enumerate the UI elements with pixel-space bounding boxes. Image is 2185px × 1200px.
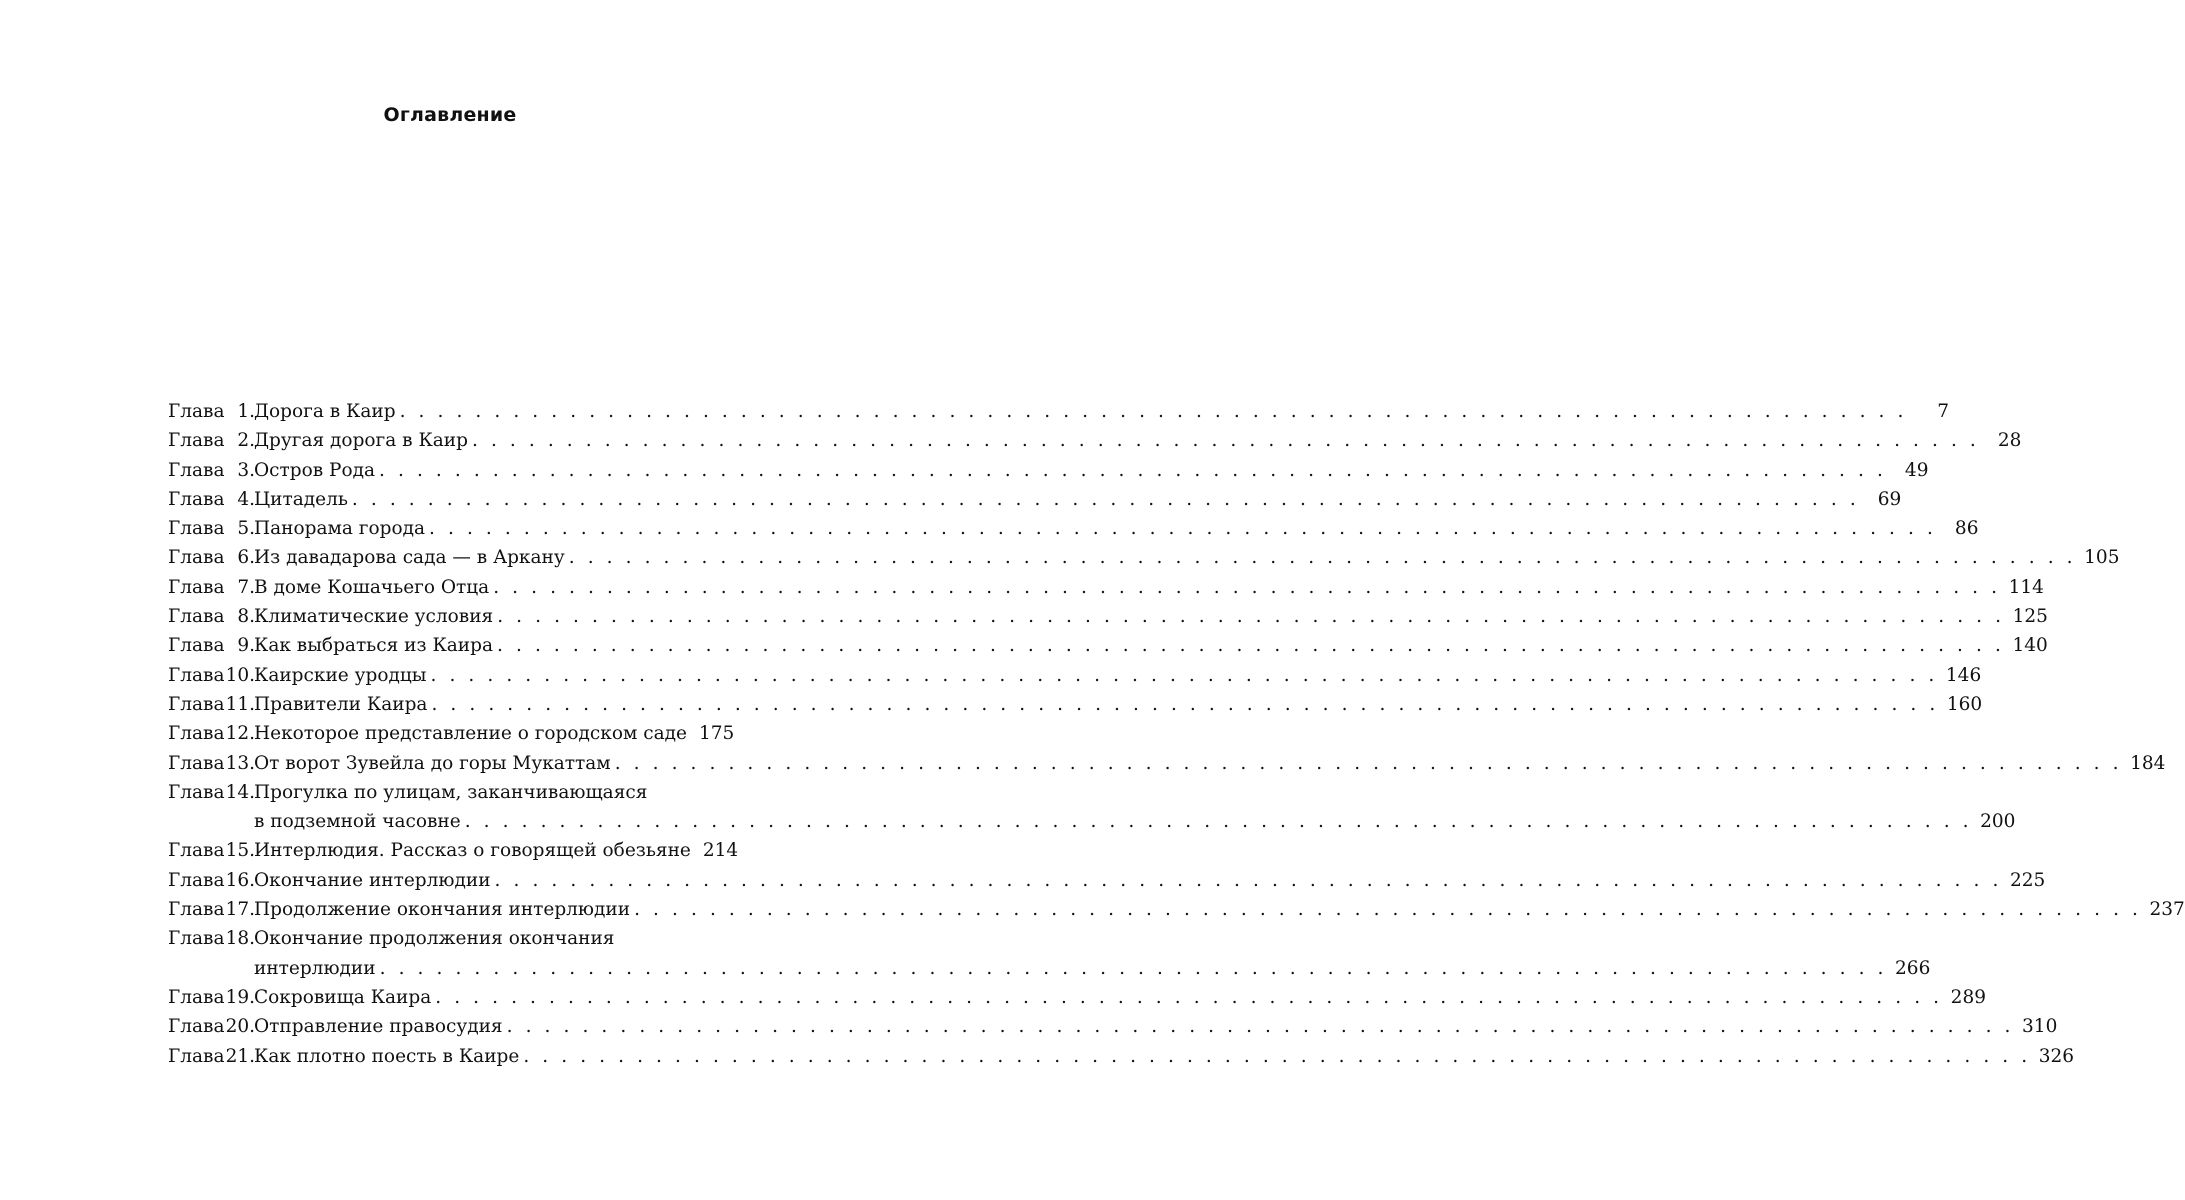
toc-entry [168,807,2016,836]
chapter-number: 8. [237,606,255,628]
chapter-number: 15. [225,840,255,862]
toc-entry [168,836,739,865]
dot-leader: . . . . . . . . . . . . . . . . . . . . . . . . . . . . . . . . . . . . . . . . . . . . . . . . . . . . . . . . . . . . . . . . . . . . . . . . . . . . . . . . [399,401,1907,422]
page-number: 289 [1950,986,1986,1008]
toc-entry [168,1012,2058,1041]
dot-leader: . . . . . . . . . . . . . . . . . . . . . . . . . . . . . . . . . . . . . . . . . . . . . . . . . . . . . . . . . . . . . . . . . . . . . . . . . . . . . . . . [634,899,2142,921]
chapter-title: Из давадарова сада — в Аркану [254,547,565,569]
chapter-title-continued: интерлюдии [254,957,376,979]
chapter-number: 17. [225,899,255,921]
chapter-label: Глава [168,781,225,803]
chapter-number: 7. [237,576,255,598]
dot-leader: . . . . . . . . . . . . . . . . . . . . . . . . . . . . . . . . . . . . . . . . . . . . . . . . . . . . . . . . . . . . . . . . . . . . . . . . . . . . . . . . [464,811,1973,833]
chapter-label: Глава [168,401,225,422]
chapter-label: Глава [168,430,225,452]
toc-entry [168,602,2048,631]
chapter-label: Глава [168,723,225,745]
chapter-number: 10. [225,664,255,686]
chapter-title: Интерлюдия. Рассказ о говорящей обезьяне [254,840,691,862]
chapter-label: Глава [168,518,225,540]
toc-entry [168,954,1931,983]
dot-leader: . . . . . . . . . . . . . . . . . . . . . . . . . . . . . . . . . . . . . . . . . . . . . . . . . . . . . . . . . . . . . . . . . . . . . . . . . . . . . . . . [379,459,1887,481]
page-number: 86 [1954,518,1979,540]
dot-leader: . . . . . . . . . . . . . . . . . . . . . . . . . . . . . . . . . . . . . . . . . . . . . . . . . . . . . . . . . . . . . . . . . . . . . . . . . . . . . . . . [471,430,1980,452]
toc-entry [168,1042,2075,1071]
chapter-number: 1. [237,401,255,422]
chapter-label: Глава [168,1045,225,1067]
toc-entry [168,397,1949,426]
dot-leader: . . . . . . . . . . . . . . . . . . . . . . . . . . . . . . . . . . . . . . . . . . . . . . . . . . . . . . . . . . . . . . . . . . . . . . . . . . . . . . . . [430,664,1938,686]
page-number: 214 [702,840,739,862]
toc-entry-first-line [168,778,733,807]
dot-leader: . . . . . . . . . . . . . . . . . . . . . . . . . . . . . . . . . . . . . . . . . . . . . . . . . . . . . . . . . . . . . . . . . . . . . . . . . . . . . . . . [379,957,1888,979]
chapter-label: Глава [168,664,225,686]
chapter-label: Глава [168,1016,225,1038]
toc-entry [168,485,1902,514]
page-number: 184 [2130,752,2166,774]
chapter-title: В доме Кошачьего Отца [254,576,490,598]
chapter-label: Глава [168,899,225,921]
toc-entry [168,456,1929,485]
chapter-title: Как выбраться из Каира [254,635,494,657]
chapter-label: Глава [168,693,225,715]
chapter-title: Климатические условия [254,606,494,628]
toc-entry [168,426,2022,455]
dot-leader: . . . . . . . . . . . . . . . . . . . . . . . . . . . . . . . . . . . . . . . . . . . . . . . . . . . . . . . . . . . . . . . . . . . . . . . . . . . . . . . . [614,752,2123,774]
chapter-title: Остров Рода [254,459,376,481]
page-number: 225 [2009,869,2046,891]
chapter-label: Глава [168,547,225,569]
chapter-number: 16. [225,869,255,891]
toc-entry [168,895,2185,924]
page-number: 237 [2149,899,2185,921]
toc-entry [168,514,1979,543]
chapter-label: Глава [168,459,225,481]
chapter-label: Глава [168,840,225,862]
chapter-title: Окончание интерлюдии [254,869,491,891]
page-number: 310 [2022,1016,2058,1038]
chapter-number: 13. [225,752,255,774]
page-number: 105 [2084,547,2120,569]
chapter-title: Каирские уродцы [254,664,427,686]
chapter-title: Правители Каира [254,693,428,715]
chapter-number: 12. [225,723,255,745]
chapter-label: Глава [168,752,225,774]
toc-entry [168,866,2046,895]
chapter-label: Глава [168,606,225,628]
page-number: 69 [1877,488,1902,510]
toc-entry [168,543,2120,572]
chapter-number: 4. [237,488,255,510]
chapter-number: 9. [237,635,255,657]
page-number: 326 [2038,1045,2075,1067]
chapter-number: 11. [225,693,255,715]
table-of-contents [168,397,2185,1071]
chapter-number: 14. [225,781,255,803]
toc-entry [168,631,2048,660]
chapter-label: Глава [168,986,225,1008]
chapter-number: 21. [225,1045,255,1067]
chapter-title-continued: в подземной часовне [254,811,461,833]
chapter-number: 2. [237,430,255,452]
toc-entry [168,661,1982,690]
dot-leader: . . . . . . . . . . . . . . . . . . . . . . . . . . . . . . . . . . . . . . . . . . . . . . . . . . . . . . . . . . . . . . . . . . . . . . . . . . . . . . . . [497,606,2005,628]
page-number: 125 [2012,606,2048,628]
chapter-number: 5. [237,518,255,540]
toc-entry-first-line [168,924,733,953]
page-number: 7 [1937,401,1949,422]
page-number: 266 [1895,957,1931,979]
chapter-label: Глава [168,869,225,891]
page-number: 114 [2008,576,2044,598]
page-number: 175 [699,723,735,745]
chapter-title: Прогулка по улицам, заканчивающаяся [254,781,648,803]
chapter-number: 6. [237,547,255,569]
chapter-title: Продолжение окончания интерлюдии [254,899,631,921]
dot-leader: . . . . . . . . . . . . . . . . . . . . . . . . . . . . . . . . . . . . . . . . . . . . . . . . . . . . . . . . . . . . . . . . . . . . . . . . . . . . . . . . [497,635,2005,657]
chapter-title: Сокровища Каира [254,986,432,1008]
page-number: 28 [1997,430,2022,452]
chapter-title: Некоторое представление о городском саде [254,723,687,745]
chapter-title: Окончание продолжения окончания [254,928,615,950]
dot-leader: . . . . . . . . . . . . . . . . . . . . . . . . . . . . . . . . . . . . . . . . . . . . . . . . . . . . . . . . . . . . . . . . . . . . . . . . . . . . . . . . [351,488,1860,510]
page-number: 200 [1980,811,2016,833]
chapter-label: Глава [168,576,225,598]
dot-leader: . . . . . . . . . . . . . . . . . . . . . . . . . . . . . . . . . . . . . . . . . . . . . . . . . . . . . . . . . . . . . . . . . . . . . . . . . . . . . . . . [431,693,1939,715]
chapter-label: Глава [168,928,225,950]
chapter-label: Глава [168,488,225,510]
page-title: Оглавление [383,104,517,126]
dot-leader: . . . . . . . . . . . . . . . . . . . . . . . . . . . . . . . . . . . . . . . . . . . . . . . . . . . . . . . . . . . . . . . . . . . . . . . . . . . . . . . . [568,547,2077,569]
page-number: 49 [1904,459,1929,481]
chapter-number: 19. [225,986,255,1008]
chapter-title: От ворот Зувейла до горы Мукаттам [254,752,611,774]
toc-entry [168,573,2044,602]
dot-leader: . . . . . . . . . . . . . . . . . . . . . . . . . . . . . . . . . . . . . . . . . . . . . . . . . . . . . . . . . . . . . . . . . . . . . . . . . . . . . . . . [493,576,2001,598]
page-number: 160 [1946,693,1983,715]
chapter-number: 20. [225,1016,255,1038]
page-number: 140 [2012,635,2048,657]
chapter-title: Панорама города [254,518,426,540]
chapter-title: Как плотно поесть в Каире [254,1045,520,1067]
page-number: 146 [1945,664,1982,686]
chapter-number: 18. [225,928,255,950]
toc-entry [168,749,2166,778]
dot-leader: . . . . . . . . . . . . . . . . . . . . . . . . . . . . . . . . . . . . . . . . . . . . . . . . . . . . . . . . . . . . . . . . . . . . . . . . . . . . . . . . [494,869,2002,891]
chapter-label: Глава [168,635,225,657]
toc-entry [168,983,1986,1012]
chapter-title: Отправление правосудия [254,1016,503,1038]
dot-leader: . . . . . . . . . . . . . . . . . . . . . . . . . . . . . . . . . . . . . . . . . . . . . . . . . . . . . . . . . . . . . . . . . . . . . . . . . . . . . . . . [429,518,1937,540]
chapter-title: Другая дорога в Каир [254,430,468,452]
chapter-number: 3. [237,459,255,481]
dot-leader: . . . . . . . . . . . . . . . . . . . . . . . . . . . . . . . . . . . . . . . . . . . . . . . . . . . . . . . . . . . . . . . . . . . . . . . . . . . . . . . . [435,986,1943,1008]
chapter-title: Дорога в Каир [254,401,396,422]
toc-entry [168,719,733,748]
dot-leader: . . . . . . . . . . . . . . . . . . . . . . . . . . . . . . . . . . . . . . . . . . . . . . . . . . . . . . . . . . . . . . . . . . . . . . . . . . . . . . . . [523,1045,2031,1067]
dot-leader: . . . . . . . . . . . . . . . . . . . . . . . . . . . . . . . . . . . . . . . . . . . . . . . . . . . . . . . . . . . . . . . . . . . . . . . . . . . . . . . . [506,1016,2015,1038]
toc-entry [168,690,1983,719]
chapter-title: Цитадель [254,488,348,510]
